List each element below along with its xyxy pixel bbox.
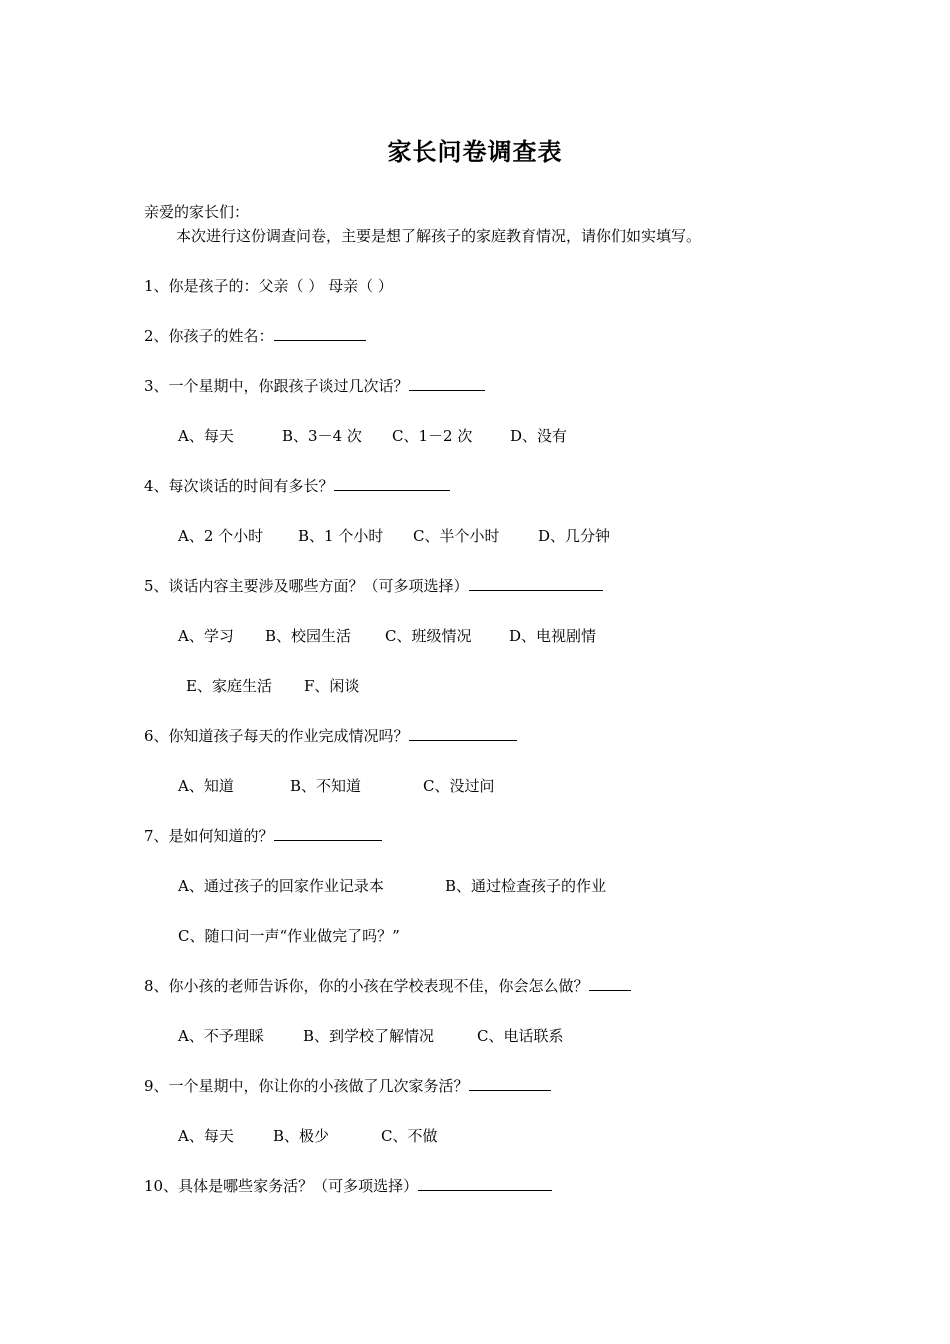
option-4c[interactable]: C、半个小时 — [413, 527, 500, 545]
question-5-options — [178, 626, 596, 646]
question-10 — [144, 1176, 552, 1196]
question-8-text: 8、你小孩的老师告诉你，你的小孩在学校表现不佳，你会怎么做？ — [144, 977, 589, 995]
answer-blank-9[interactable] — [469, 1076, 551, 1091]
question-5-options-row2 — [186, 676, 359, 696]
answer-blank-10[interactable] — [418, 1176, 552, 1191]
option-4a[interactable]: A、2 个小时 — [178, 527, 264, 545]
option-7a[interactable]: A、通过孩子的回家作业记录本 — [178, 877, 384, 895]
answer-blank-3[interactable] — [409, 376, 485, 391]
question-6-options — [178, 776, 494, 796]
question-7-options — [178, 876, 606, 896]
option-8c[interactable]: C、电话联系 — [477, 1027, 564, 1045]
question-10-text: 10、具体是哪些家务活？（可多项选择） — [144, 1177, 419, 1195]
question-7-options-row2 — [178, 926, 400, 946]
option-6b[interactable]: B、不知道 — [290, 777, 362, 795]
question-3-text: 3、一个星期中，你跟孩子谈过几次话？ — [144, 377, 409, 395]
question-2-text: 2、你孩子的姓名： — [144, 327, 274, 345]
question-7-text: 7、是如何知道的？ — [144, 827, 274, 845]
question-6-text: 6、你知道孩子每天的作业完成情况吗？ — [144, 727, 409, 745]
option-3c[interactable]: C、1－2 次 — [392, 427, 473, 445]
option-3d[interactable]: D、没有 — [510, 427, 568, 445]
question-5-text: 5、谈话内容主要涉及哪些方面？（可多项选择） — [144, 577, 469, 595]
question-4-options — [178, 526, 610, 546]
page-title: 家长问卷调查表 — [387, 137, 563, 166]
question-8 — [144, 976, 631, 996]
option-9b[interactable]: B、极少 — [273, 1127, 330, 1145]
option-5e[interactable]: E、家庭生活 — [186, 677, 272, 695]
option-7c[interactable]: C、随口问一声“作业做完了吗？” — [178, 927, 400, 945]
question-9-text: 9、一个星期中，你让你的小孩做了几次家务活？ — [144, 1077, 469, 1095]
question-7 — [144, 826, 382, 846]
option-5b[interactable]: B、校园生活 — [265, 627, 352, 645]
option-6c[interactable]: C、没过问 — [423, 777, 495, 795]
option-4b[interactable]: B、1 个小时 — [298, 527, 384, 545]
question-4 — [144, 476, 450, 496]
question-3 — [144, 376, 485, 396]
option-5f[interactable]: F、闲谈 — [304, 677, 360, 695]
answer-blank-4[interactable] — [334, 476, 450, 491]
question-2 — [144, 326, 366, 346]
option-7b[interactable]: B、通过检查孩子的作业 — [445, 877, 607, 895]
question-1-text: 1、你是孩子的：父亲（ ） 母亲（ ） — [144, 277, 393, 295]
answer-blank-5[interactable] — [469, 576, 603, 591]
question-4-text: 4、每次谈话的时间有多长？ — [144, 477, 334, 495]
answer-blank-8[interactable] — [589, 976, 631, 991]
option-8a[interactable]: A、不予理睬 — [178, 1027, 264, 1045]
option-3a[interactable]: A、每天 — [178, 427, 234, 445]
answer-blank-7[interactable] — [274, 826, 382, 841]
question-8-options — [178, 1026, 563, 1046]
question-1 — [144, 276, 393, 296]
option-9a[interactable]: A、每天 — [178, 1127, 234, 1145]
intro-paragraph: 本次进行这份调查问卷，主要是想了解孩子的家庭教育情况，请你们如实填写。 — [176, 227, 702, 245]
question-9-options — [178, 1126, 437, 1146]
option-5c[interactable]: C、班级情况 — [385, 627, 472, 645]
answer-blank-6[interactable] — [409, 726, 517, 741]
answer-blank-2[interactable] — [274, 326, 366, 341]
question-6 — [144, 726, 517, 746]
option-5d[interactable]: D、电视剧情 — [509, 627, 597, 645]
option-6a[interactable]: A、知道 — [178, 777, 234, 795]
question-3-options — [178, 426, 567, 446]
option-4d[interactable]: D、几分钟 — [538, 527, 611, 545]
question-9 — [144, 1076, 551, 1096]
option-5a[interactable]: A、学习 — [178, 627, 234, 645]
question-5 — [144, 576, 603, 596]
option-8b[interactable]: B、到学校了解情况 — [303, 1027, 435, 1045]
option-9c[interactable]: C、不做 — [381, 1127, 438, 1145]
salutation: 亲爱的家长们： — [144, 203, 250, 221]
option-3b[interactable]: B、3－4 次 — [282, 427, 362, 445]
